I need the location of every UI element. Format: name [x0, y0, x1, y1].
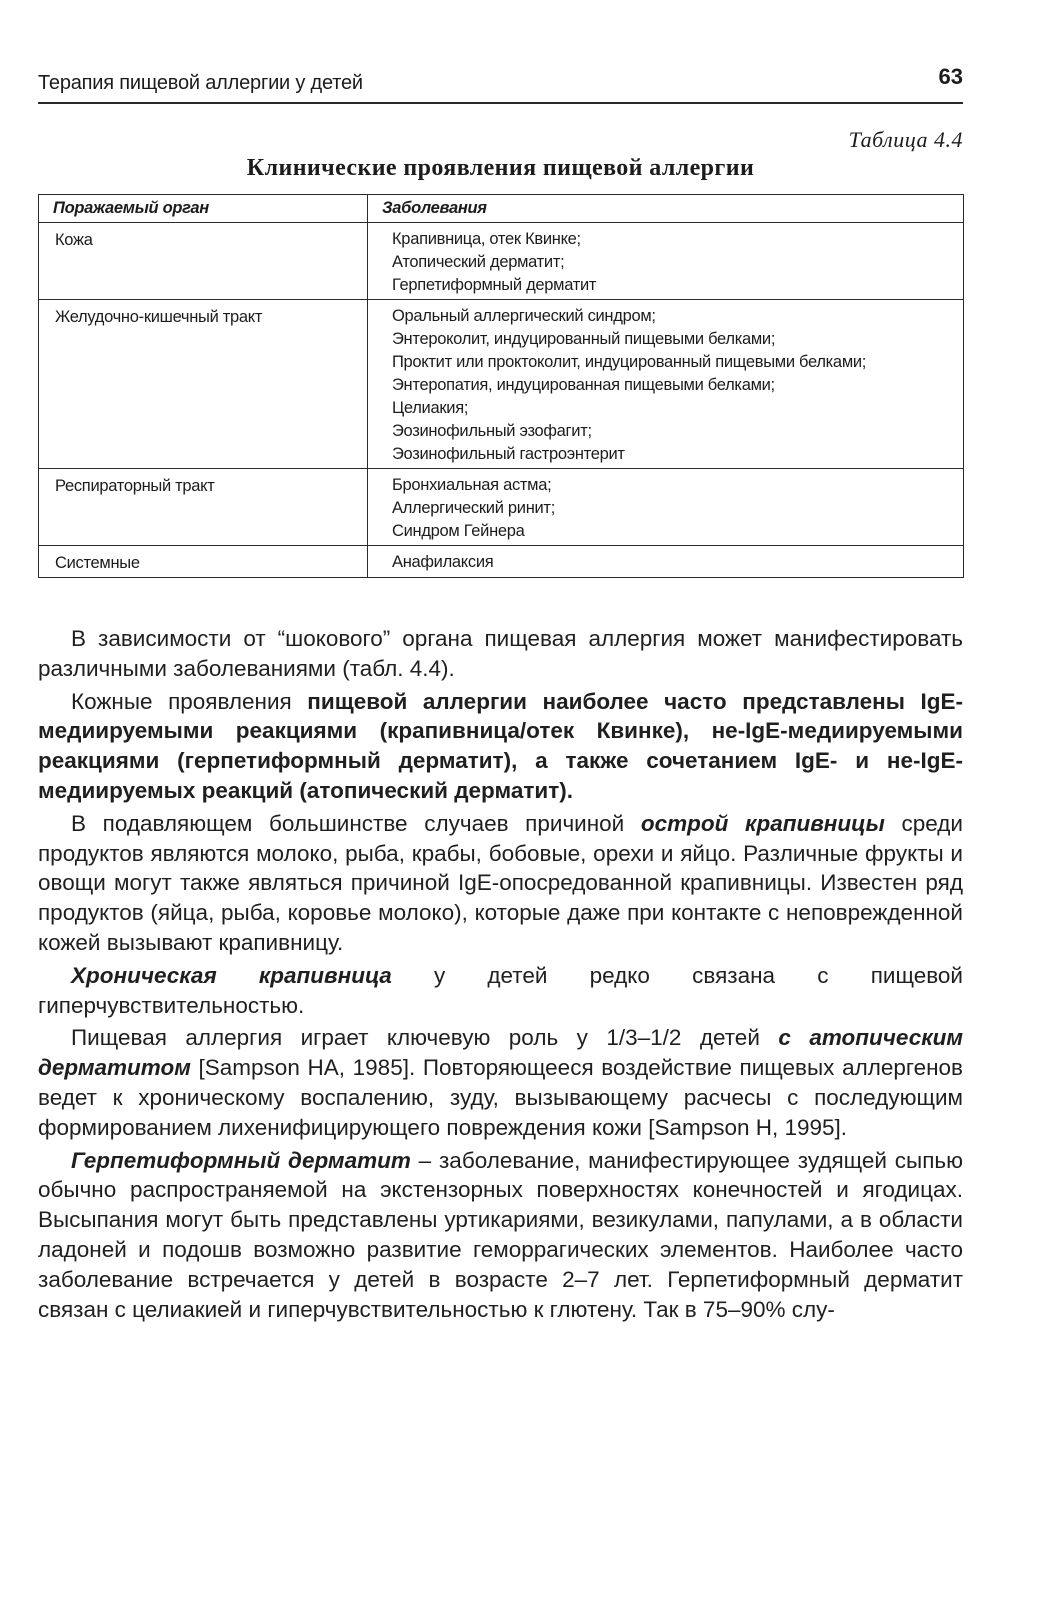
disease-item: Проктит или проктоколит, индуцированный пищевыми белками; — [392, 353, 867, 371]
diseases-cell — [368, 300, 964, 469]
disease-item: Оральный аллергический синдром; — [392, 307, 656, 325]
disease-item: Энтеропатия, индуцированная пищевыми белками; — [392, 376, 775, 394]
disease-item: Эозинофильный гастроэнтерит — [392, 445, 625, 463]
organ-cell: Кожа — [39, 223, 368, 300]
disease-item: Анафилаксия — [392, 553, 494, 571]
bold-italic-term: Хроническая крапивница — [71, 962, 392, 988]
paragraph-text: у детей редко связана с пищевой гиперчувствительностью. — [38, 962, 963, 1018]
paragraph-text: В зависимости от “шокового” органа пищевая аллергия может манифестировать различными заболеваниями (табл. 4.4). — [38, 626, 963, 681]
paragraph — [38, 809, 963, 958]
column-header-organ: Поражаемый орган — [39, 195, 368, 223]
paragraph — [38, 687, 963, 806]
page-number: 63 — [938, 64, 963, 89]
diseases-cell — [368, 469, 964, 546]
diseases-cell — [368, 223, 964, 300]
clinical-manifestations-table — [38, 194, 964, 578]
disease-item: Бронхиальная астма; — [392, 476, 552, 494]
column-header-diseases: Заболевания — [368, 195, 964, 223]
table-row — [39, 546, 964, 578]
organ-cell: Системные — [39, 546, 368, 578]
bold-italic-term: Герпетиформный дерматит — [71, 1147, 411, 1173]
table-row — [39, 469, 964, 546]
paragraph — [38, 624, 963, 684]
organ-cell: Желудочно-кишечный тракт — [39, 300, 368, 469]
page-header — [38, 62, 963, 104]
disease-item: Крапивница, отек Квинке; — [392, 230, 581, 248]
organ-cell: Респираторный тракт — [39, 469, 368, 546]
disease-item: Аллергический ринит; — [392, 499, 555, 517]
disease-item: Эозинофильный эзофагит; — [392, 422, 592, 440]
table-row — [39, 300, 964, 469]
disease-item: Целиакия; — [392, 399, 469, 417]
paragraph-text: – заболевание, манифестирующее зудящей сыпью обычно распространяемой на экстензорных поверхностях конечностей и ягодицах. Высыпания могут быть представлены уртикариями, везикулами, папулами, а в области ладоней и подошв возможно развитие геморрагических элементов. Наиболее часто заболевание встречается у детей в возрасте 2–7 лет. Герпетиформный дерматит связан с целиакией и гиперчувствительностью к глютену. Так в 75–90% слу- — [38, 1147, 963, 1322]
paragraph — [38, 1146, 963, 1325]
running-title: Терапия пищевой аллергии у детей — [38, 72, 363, 94]
disease-item: Атопический дерматит; — [392, 253, 565, 271]
table-row — [39, 223, 964, 300]
table-label: Таблица 4.4 — [848, 127, 963, 152]
table-title: Клинические проявления пищевой аллергии — [246, 155, 755, 181]
paragraph-text: Кожные проявления — [71, 688, 308, 714]
paragraph — [38, 961, 963, 1021]
bold-text: пищевой аллергии наиболее часто представлены IgE-медиируемыми реакциями (крапивница/отек Квинке), не-IgE-медиируемыми реакциями (герпетиформный дерматит), а также сочетанием IgE- и не-IgE-медиируемых реакций (атопический дерматит). — [38, 688, 964, 803]
disease-item: Синдром Гейнера — [392, 522, 525, 540]
diseases-cell — [368, 546, 964, 578]
paragraph — [38, 1023, 963, 1142]
disease-item: Энтероколит, индуцированный пищевыми белками; — [392, 330, 776, 348]
paragraph-text: среди продуктов являются молоко, рыба, крабы, бобовые, орехи и яйцо. Различные фрукты и овощи могут также являться причиной IgE-опосредованной крапивницы. Известен ряд продуктов (яйца, рыба, коровье молоко), которые даже при контакте с неповрежденной кожей вызывают крапивницу. — [38, 810, 963, 955]
body-text — [38, 624, 963, 1327]
paragraph-text: [Sampson HA, 1985]. Повторяющееся воздействие пищевых аллергенов ведет к хроническому воспалению, зуду, вызывающему расчесы с последующим формированием лихенифицирующего повреждения кожи [Sampson H, 1995]. — [38, 1055, 963, 1140]
bold-italic-term: острой крапивницы — [640, 810, 885, 836]
paragraph-text: В подавляющем большинстве случаев причиной — [71, 810, 641, 836]
bold-italic-term: с атопическим дерматитом — [38, 1025, 963, 1081]
paragraph-text: Пищевая аллергия играет ключевую роль у 1/3–1/2 детей — [71, 1025, 779, 1051]
table-header-row — [39, 195, 964, 223]
disease-item: Герпетиформный дерматит — [392, 276, 597, 294]
